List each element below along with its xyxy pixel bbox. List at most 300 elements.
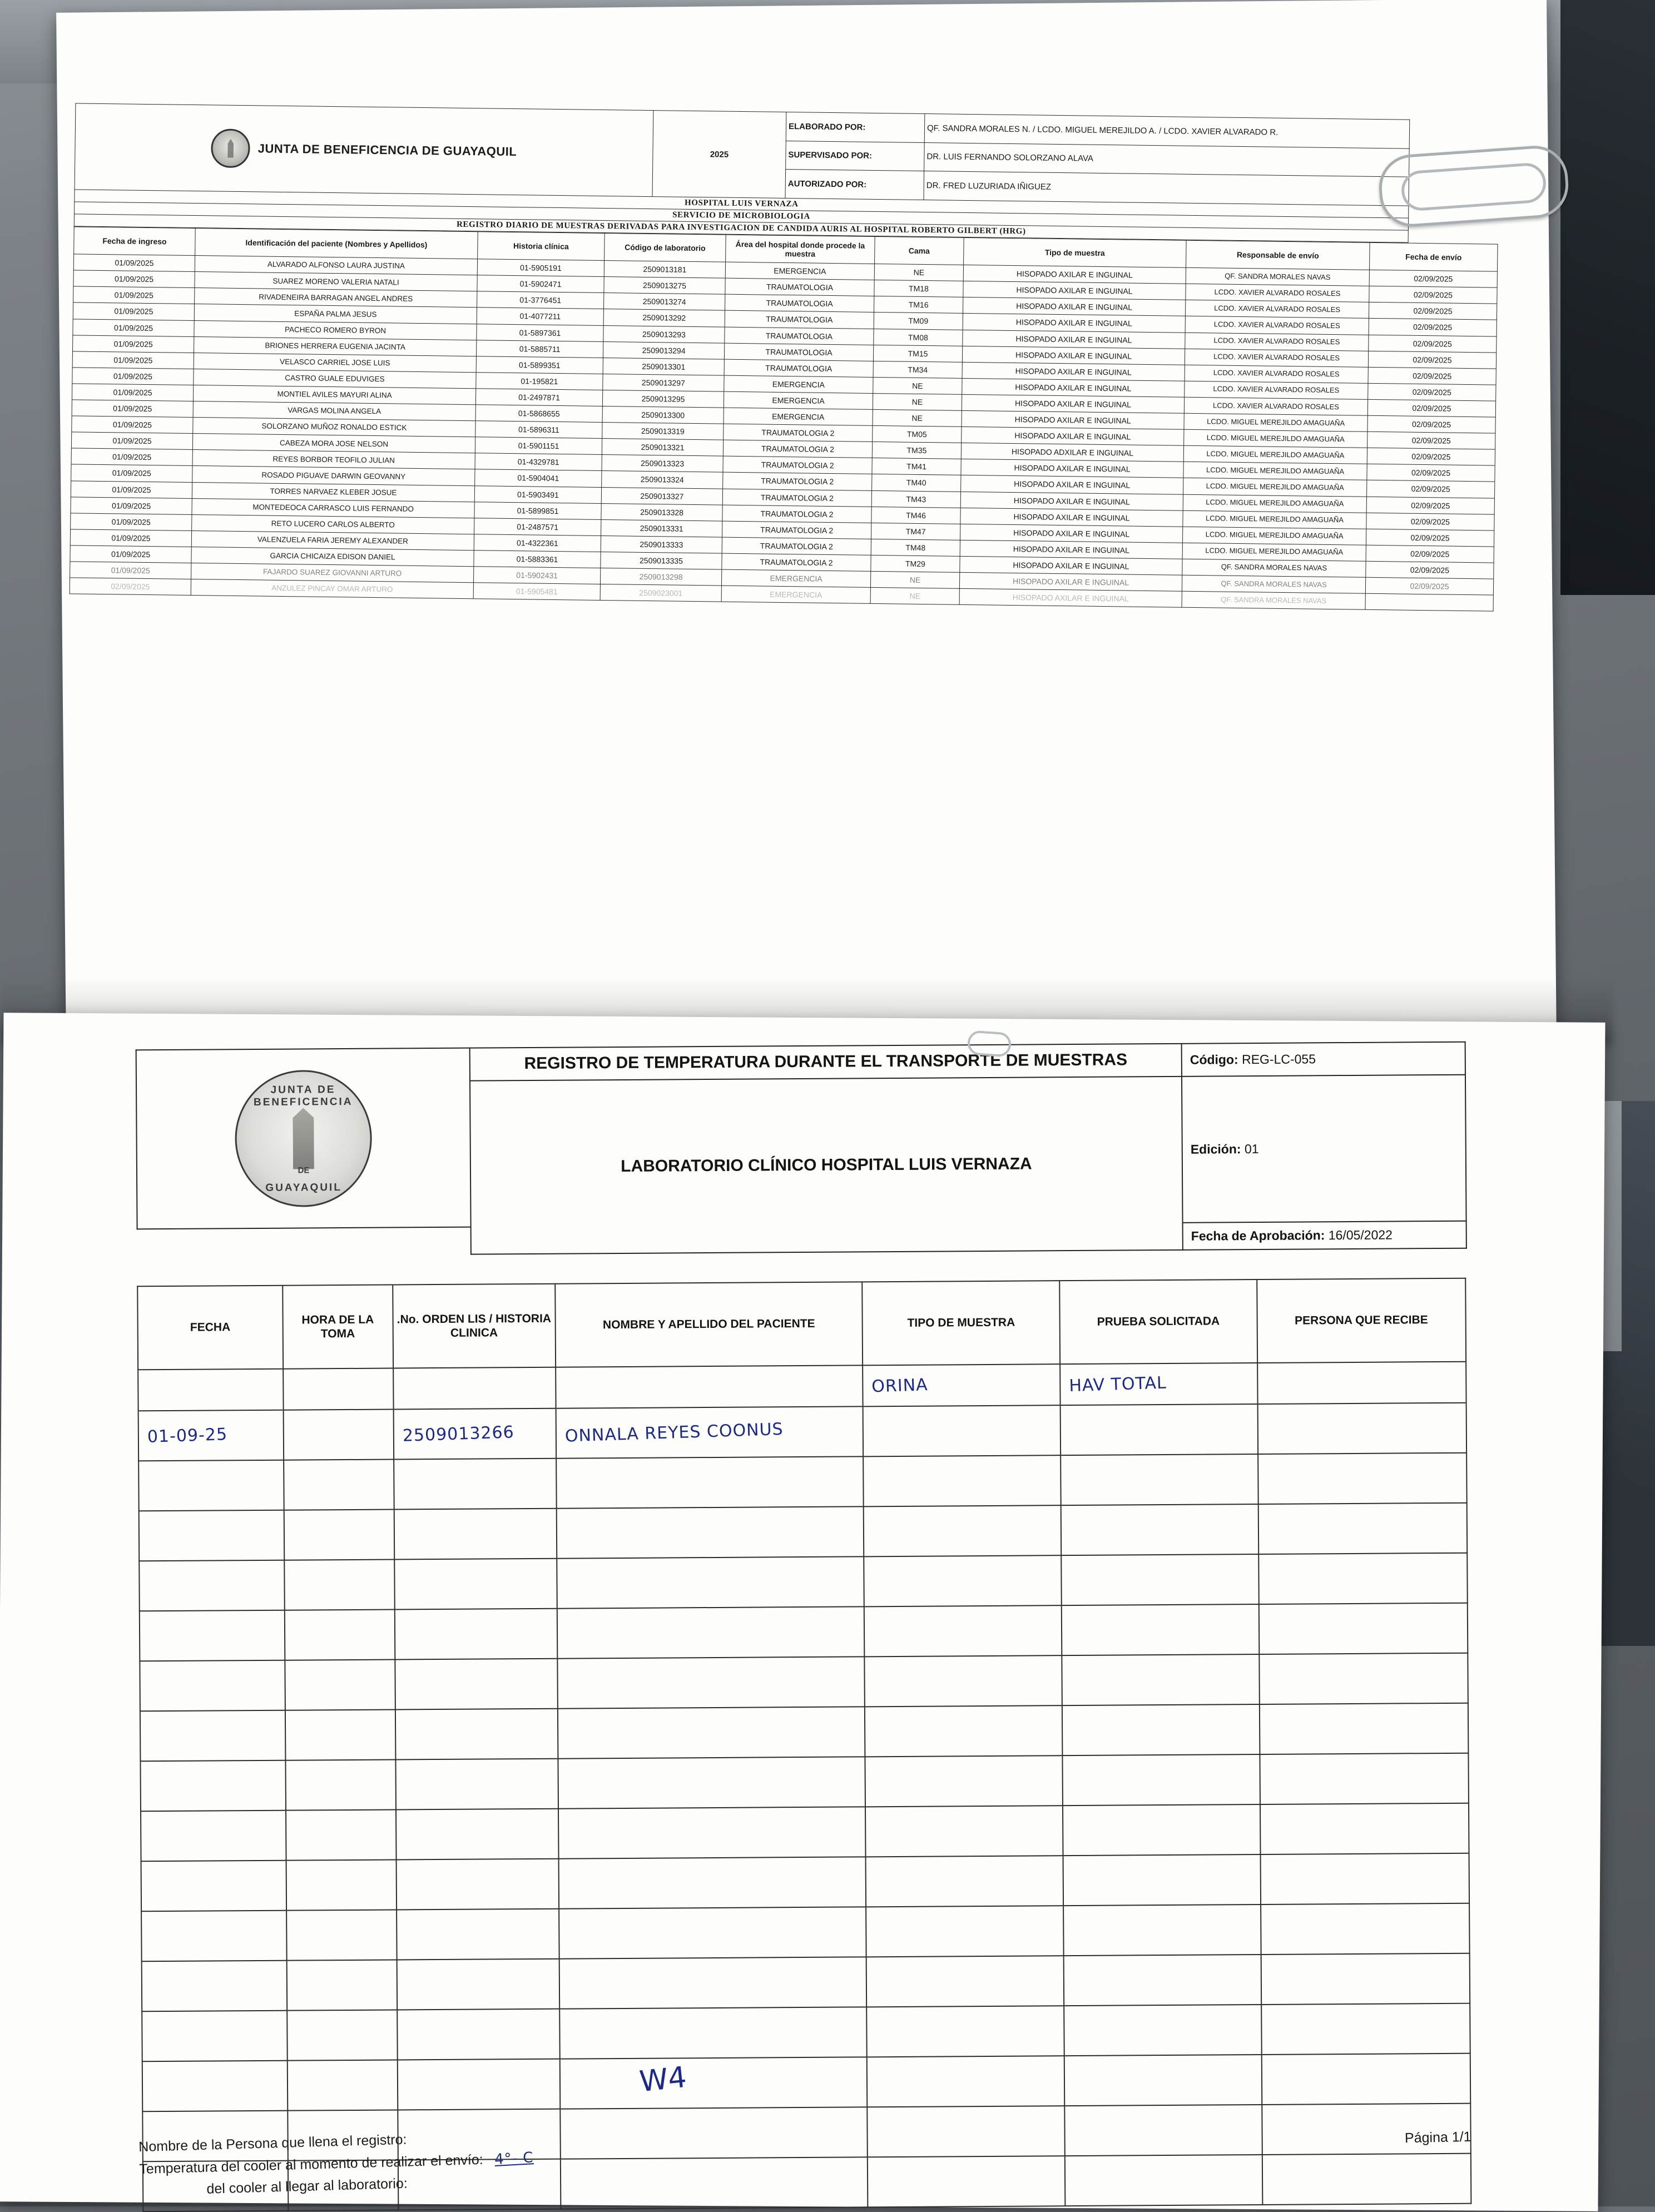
temp-col-1: HORA DE LA TOMA bbox=[283, 1285, 393, 1369]
temp-col-3: NOMBRE Y APELLIDO DEL PACIENTE bbox=[555, 1282, 863, 1367]
cell-r11-c8: 02/09/2025 bbox=[1367, 448, 1495, 466]
cell-r16-c7: LCDO. MIGUEL MEREJILDO AMAGUAÑA bbox=[1182, 527, 1366, 545]
temp-col-6: PERSONA QUE RECIBE bbox=[1257, 1278, 1466, 1363]
cell-r10-c1: SOLORZANO MUÑOZ RONALDO ESTICK bbox=[193, 418, 475, 437]
form-subtitle: LABORATORIO CLÍNICO HOSPITAL LUIS VERNAZA bbox=[470, 1076, 1183, 1254]
temperature-log-header-row bbox=[137, 1278, 1466, 1370]
temp-cell-r0-c5[interactable] bbox=[1061, 1404, 1258, 1455]
cell-r7-c6: HISOPADO AXILAR E INGUINAL bbox=[962, 378, 1185, 397]
temp-cell-r3-c6[interactable] bbox=[1258, 1553, 1468, 1604]
samples-table bbox=[70, 226, 1498, 611]
cell-r9-c1: VARGAS MOLINA ANGELA bbox=[193, 401, 475, 421]
cell-r13-c4: TRAUMATOLOGIA 2 bbox=[723, 473, 872, 490]
samples-col-2: Historia clínica bbox=[478, 232, 605, 261]
supervisado-value: DR. LUIS FERNANDO SOLORZANO ALAVA bbox=[924, 142, 1410, 177]
cell-r11-c7: LCDO. MIGUEL MEREJILDO AMAGUAÑA bbox=[1183, 445, 1367, 464]
temp-cell-r6-c4[interactable] bbox=[865, 1705, 1062, 1757]
temp-col-4: TIPO DE MUESTRA bbox=[863, 1281, 1060, 1365]
cell-r20-c2: 01-5905481 bbox=[473, 583, 600, 601]
cell-r14-c5: TM43 bbox=[871, 490, 960, 508]
cell-r9-c5: NE bbox=[873, 409, 962, 426]
cell-r13-c6: HISOPADO AXILAR E INGUINAL bbox=[961, 475, 1183, 494]
samples-table-body bbox=[70, 254, 1497, 611]
cell-r12-c2: 01-4329781 bbox=[475, 453, 602, 471]
temp-cell-r6-c1[interactable] bbox=[285, 1709, 396, 1760]
temp-cell-r12-c0[interactable] bbox=[142, 2011, 287, 2062]
cell-r18-c6: HISOPADO AXILAR E INGUINAL bbox=[960, 556, 1182, 575]
cell-r12-c0: 01/09/2025 bbox=[71, 448, 192, 466]
hw-head-cell-2[interactable] bbox=[393, 1367, 556, 1410]
cell-r4-c5: TM08 bbox=[874, 329, 963, 346]
table-row-empty[interactable] bbox=[141, 1853, 1470, 1912]
temp-cell-r6-c5[interactable] bbox=[1062, 1704, 1260, 1755]
temp-cell-r7-c6[interactable] bbox=[1260, 1753, 1469, 1804]
cell-r5-c7: LCDO. XAVIER ALVARADO ROSALES bbox=[1185, 349, 1368, 367]
temp-cell-r10-c6[interactable] bbox=[1261, 1903, 1470, 1955]
cell-r12-c7: LCDO. MIGUEL MEREJILDO AMAGUAÑA bbox=[1183, 462, 1367, 480]
cell-r9-c7: LCDO. MIGUEL MEREJILDO AMAGUAÑA bbox=[1184, 413, 1367, 432]
temp-cell-r2-c1[interactable] bbox=[284, 1509, 394, 1560]
registry-title-band: REGISTRO DIARIO DE MUESTRAS DERIVADAS PARA INVESTIGACION DE CANDIDA AURIS AL HOSPITAL ROBERTO GILBERT (HRG) bbox=[74, 214, 1408, 242]
table-row-empty[interactable] bbox=[142, 1953, 1470, 2012]
cell-r15-c7: LCDO. MIGUEL MEREJILDO AMAGUAÑA bbox=[1183, 510, 1366, 529]
cell-r10-c4: TRAUMATOLOGIA 2 bbox=[724, 424, 873, 442]
temp-cell-r5-c1[interactable] bbox=[285, 1659, 395, 1710]
form-approval-value: 16/05/2022 bbox=[1328, 1227, 1393, 1243]
temp-cell-r5-c3[interactable] bbox=[557, 1656, 865, 1708]
samples-col-8: Fecha de envío bbox=[1369, 242, 1498, 271]
samples-col-1: Identificación del paciente (Nombres y Apellidos) bbox=[195, 229, 478, 259]
cell-r6-c1: VELASCO CARRIEL JOSE LUIS bbox=[194, 353, 476, 372]
form-approval-label: Fecha de Aprobación: bbox=[1191, 1228, 1325, 1243]
cell-r19-c5: NE bbox=[870, 571, 959, 588]
cell-r8-c6: HISOPADO AXILAR E INGUINAL bbox=[962, 394, 1184, 413]
top-document-header-table bbox=[74, 103, 1410, 242]
temp-cell-r2-c5[interactable] bbox=[1061, 1504, 1258, 1555]
temp-cell-r11-c6[interactable] bbox=[1261, 1953, 1470, 2005]
temp-cell-r11-c0[interactable] bbox=[142, 1961, 287, 2012]
cell-r2-c2: 01-3776451 bbox=[477, 291, 604, 309]
temp-cell-r5-c2[interactable] bbox=[395, 1659, 558, 1710]
cell-r20-c6: HISOPADO AXILAR E INGUINAL bbox=[959, 588, 1182, 607]
temp-cell-r3-c3[interactable] bbox=[557, 1556, 864, 1608]
cell-r7-c4: EMERGENCIA bbox=[724, 375, 873, 393]
cell-r1-c5: TM18 bbox=[874, 280, 963, 297]
cell-r11-c6: HISOPADO ADXILAR E INGUINAL bbox=[961, 443, 1183, 462]
cell-r1-c6: HISOPADO AXILAR E INGUINAL bbox=[963, 281, 1186, 300]
temp-cell-r3-c1[interactable] bbox=[284, 1559, 395, 1610]
table-row-empty[interactable] bbox=[139, 1503, 1468, 1561]
cell-r19-c0: 01/09/2025 bbox=[70, 562, 191, 579]
temp-cell-r13-c1[interactable] bbox=[287, 2060, 398, 2110]
temp-cell-r8-c2[interactable] bbox=[396, 1809, 559, 1860]
table-row-empty[interactable] bbox=[140, 1703, 1469, 1762]
cell-r3-c1: ESPAÑA PALMA JESUS bbox=[194, 304, 477, 324]
cell-r2-c1: RIVADENEIRA BARRAGAN ANGEL ANDRES bbox=[195, 288, 477, 308]
cell-r14-c4: TRAUMATOLOGIA 2 bbox=[722, 489, 871, 507]
form-code bbox=[1182, 1042, 1465, 1077]
temp-cell-r11-c1[interactable] bbox=[286, 1960, 397, 2010]
cell-r14-c0: 01/09/2025 bbox=[71, 480, 192, 498]
table-row-empty[interactable] bbox=[141, 1803, 1469, 1862]
temp-cell-r5-c6[interactable] bbox=[1259, 1653, 1468, 1704]
cell-r2-c6: HISOPADO AXILAR E INGUINAL bbox=[963, 297, 1185, 316]
cell-r13-c5: TM40 bbox=[872, 474, 961, 492]
cell-r19-c8: 02/09/2025 bbox=[1365, 577, 1493, 595]
cell-r9-c6: HISOPADO AXILAR E INGUINAL bbox=[962, 410, 1184, 429]
temp-cell-r8-c6[interactable] bbox=[1260, 1803, 1469, 1854]
temp-cell-r9-c2[interactable] bbox=[396, 1859, 559, 1910]
cell-r5-c3: 2509013294 bbox=[603, 341, 724, 359]
temp-cell-r4-c3[interactable] bbox=[557, 1606, 865, 1658]
temp-cell-r13-c0[interactable] bbox=[142, 2061, 288, 2112]
table-row-empty[interactable] bbox=[140, 1603, 1468, 1662]
cell-r18-c4: TRAUMATOLOGIA 2 bbox=[722, 553, 871, 571]
cell-r6-c2: 01-5899351 bbox=[476, 356, 603, 374]
cell-r1-c3: 2509013275 bbox=[604, 277, 725, 295]
cell-r12-c1: REYES BORBOR TEOFILO JULIAN bbox=[192, 450, 475, 469]
cell-r18-c2: 01-5883361 bbox=[474, 550, 601, 568]
cell-r14-c8: 02/09/2025 bbox=[1366, 497, 1494, 514]
temp-cell-r12-c4[interactable] bbox=[867, 2006, 1064, 2057]
cell-r5-c5: TM15 bbox=[873, 345, 962, 362]
temp-cell-r7-c5[interactable] bbox=[1062, 1754, 1260, 1806]
cell-r16-c6: HISOPADO AXILAR E INGUINAL bbox=[960, 524, 1183, 543]
temp-cell-r9-c1[interactable] bbox=[286, 1859, 397, 1910]
temp-col-5: PRUEBA SOLICITADA bbox=[1059, 1279, 1257, 1364]
temp-cell-r13-c2[interactable] bbox=[398, 2059, 561, 2110]
cell-r4-c3: 2509013293 bbox=[603, 325, 725, 343]
cell-r10-c5: TM05 bbox=[873, 426, 962, 443]
temp-cell-r2-c3[interactable] bbox=[556, 1506, 864, 1558]
temp-cell-r12-c6[interactable] bbox=[1261, 2003, 1470, 2055]
temp-cell-r6-c6[interactable] bbox=[1259, 1703, 1468, 1754]
cell-r2-c4: TRAUMATOLOGIA bbox=[725, 295, 874, 313]
temp-cell-r11-c3[interactable] bbox=[559, 1957, 866, 2008]
temp-cell-r11-c5[interactable] bbox=[1064, 1955, 1261, 2006]
temp-cell-r9-c5[interactable] bbox=[1063, 1854, 1261, 1906]
elaborado-value: QF. SANDRA MORALES N. / LCDO. MIGUEL MEREJILDO A. / LCDO. XAVIER ALVARADO R. bbox=[924, 114, 1410, 148]
top-document bbox=[70, 103, 1462, 610]
cell-r6-c8: 02/09/2025 bbox=[1368, 367, 1496, 385]
temp-cell-r2-c6[interactable] bbox=[1258, 1503, 1467, 1554]
cell-r11-c1: CABEZA MORA JOSE NELSON bbox=[192, 434, 475, 453]
cell-r13-c8: 02/09/2025 bbox=[1367, 480, 1495, 498]
temp-cell-r2-c4[interactable] bbox=[864, 1505, 1061, 1556]
cell-r7-c7: LCDO. XAVIER ALVARADO ROSALES bbox=[1185, 381, 1368, 399]
cell-r5-c6: HISOPADO AXILAR E INGUINAL bbox=[962, 346, 1185, 365]
temp-cell-r6-c2[interactable] bbox=[395, 1709, 558, 1760]
cell-r19-c7: QF. SANDRA MORALES NAVAS bbox=[1182, 575, 1365, 593]
cell-r13-c7: LCDO. MIGUEL MEREJILDO AMAGUAÑA bbox=[1183, 478, 1367, 497]
temp-cell-r5-c5[interactable] bbox=[1062, 1654, 1259, 1705]
table-row-empty[interactable] bbox=[141, 1903, 1470, 1962]
temp-cell-r10-c4[interactable] bbox=[866, 1906, 1064, 1957]
temp-cell-r2-c2[interactable] bbox=[394, 1509, 557, 1560]
temp-cell-r0-c3[interactable]: ONNALA REYES COONUS bbox=[556, 1406, 863, 1458]
footer-temp-label: Temperatura del cooler al momento de realizar el envío: bbox=[139, 2151, 483, 2177]
temp-cell-r1-c4[interactable] bbox=[864, 1455, 1061, 1506]
temp-cell-r9-c4[interactable] bbox=[866, 1856, 1063, 1907]
hw-head-cell-6[interactable] bbox=[1257, 1362, 1466, 1404]
cell-r17-c1: VALENZUELA FARIA JEREMY ALEXANDER bbox=[191, 530, 474, 550]
temp-cell-r9-c0[interactable] bbox=[141, 1861, 286, 1912]
footer-temp-value: 4°- C bbox=[494, 2149, 534, 2168]
temp-cell-r7-c1[interactable] bbox=[285, 1759, 396, 1810]
cell-r8-c4: EMERGENCIA bbox=[724, 391, 873, 409]
cell-r11-c2: 01-5901151 bbox=[475, 437, 602, 455]
cell-r3-c8: 02/09/2025 bbox=[1369, 319, 1497, 336]
temp-cell-r5-c0[interactable] bbox=[140, 1660, 285, 1712]
cell-r10-c2: 01-5896311 bbox=[475, 421, 602, 439]
temp-cell-r4-c1[interactable] bbox=[284, 1609, 395, 1660]
cell-r3-c2: 01-4077211 bbox=[477, 308, 603, 325]
temp-cell-r7-c2[interactable] bbox=[395, 1759, 558, 1810]
seal-bottom-text: GUAYAQUIL bbox=[265, 1182, 342, 1194]
temp-cell-r10-c0[interactable] bbox=[141, 1911, 286, 1962]
cell-r9-c2: 01-5868655 bbox=[475, 405, 602, 423]
temp-cell-r1-c6[interactable] bbox=[1258, 1453, 1467, 1504]
cell-r10-c3: 2509013319 bbox=[602, 423, 724, 440]
temp-cell-r13-c4[interactable] bbox=[867, 2056, 1064, 2107]
cell-r18-c0: 01/09/2025 bbox=[70, 545, 191, 563]
samples-col-7: Responsable de envío bbox=[1186, 240, 1370, 270]
cell-r17-c6: HISOPADO AXILAR E INGUINAL bbox=[960, 540, 1182, 559]
cell-r10-c0: 01/09/2025 bbox=[72, 416, 193, 434]
cell-r13-c2: 01-5904041 bbox=[475, 469, 602, 487]
cell-r19-c1: FAJARDO SUAREZ GIOVANNI ARTURO bbox=[191, 563, 474, 582]
temp-cell-r9-c3[interactable] bbox=[558, 1857, 866, 1908]
cell-r4-c1: PACHECO ROMERO BYRON bbox=[194, 320, 477, 340]
temp-cell-r6-c3[interactable] bbox=[558, 1707, 865, 1758]
table-row-empty[interactable] bbox=[138, 1453, 1467, 1511]
hw-head-cell-1[interactable] bbox=[283, 1368, 394, 1410]
table-row-empty[interactable] bbox=[142, 2003, 1470, 2062]
cell-r17-c4: TRAUMATOLOGIA 2 bbox=[722, 537, 871, 555]
cell-r1-c8: 02/09/2025 bbox=[1369, 286, 1497, 304]
organization-name: JUNTA DE BENEFICENCIA DE GUAYAQUIL bbox=[257, 141, 517, 159]
temperature-form-header bbox=[136, 1041, 1467, 1257]
cell-r7-c1: CASTRO GUALE EDUVIGES bbox=[194, 369, 476, 388]
temp-cell-r5-c4[interactable] bbox=[865, 1655, 1062, 1707]
cell-r2-c3: 2509013274 bbox=[604, 293, 725, 311]
temp-cell-r12-c5[interactable] bbox=[1064, 2005, 1261, 2056]
organization-cell bbox=[75, 103, 653, 197]
cell-r11-c0: 01/09/2025 bbox=[71, 432, 192, 450]
temp-cell-r1-c2[interactable] bbox=[394, 1459, 557, 1510]
temperature-log-body bbox=[138, 1362, 1471, 2212]
temp-cell-r0-c4[interactable] bbox=[863, 1405, 1061, 1456]
temp-cell-r0-c0[interactable]: 01-09-25 bbox=[138, 1410, 284, 1461]
seal-top-text: JUNTA DE BENEFICENCIA bbox=[253, 1084, 353, 1109]
cell-r0-c3: 2509013181 bbox=[604, 261, 725, 279]
temp-cell-r4-c6[interactable] bbox=[1258, 1603, 1468, 1654]
cell-r6-c7: LCDO. XAVIER ALVARADO ROSALES bbox=[1185, 365, 1368, 383]
cell-r19-c2: 01-5902431 bbox=[474, 567, 601, 584]
cell-r19-c4: EMERGENCIA bbox=[721, 569, 870, 587]
cell-r19-c6: HISOPADO AXILAR E INGUINAL bbox=[959, 572, 1182, 591]
temp-cell-r10-c2[interactable] bbox=[397, 1909, 559, 1960]
table-row-filled[interactable] bbox=[138, 1403, 1467, 1461]
hw-head-cell-3[interactable] bbox=[556, 1365, 863, 1408]
cell-r2-c0: 01/09/2025 bbox=[73, 286, 195, 304]
temp-cell-r1-c1[interactable] bbox=[284, 1459, 394, 1510]
cell-r8-c3: 2509013295 bbox=[602, 390, 724, 408]
cell-r3-c6: HISOPADO AXILAR E INGUINAL bbox=[963, 314, 1185, 333]
temp-cell-r1-c3[interactable] bbox=[556, 1456, 864, 1508]
temp-cell-r11-c2[interactable] bbox=[397, 1959, 559, 2010]
cell-r4-c7: LCDO. XAVIER ALVARADO ROSALES bbox=[1185, 333, 1369, 351]
paper-clip-bottom-icon bbox=[967, 1030, 1012, 1057]
cell-r4-c0: 01/09/2025 bbox=[73, 319, 194, 336]
cell-r17-c3: 2509013333 bbox=[601, 535, 722, 553]
cell-r5-c4: TRAUMATOLOGIA bbox=[724, 343, 873, 361]
cell-r18-c7: QF. SANDRA MORALES NAVAS bbox=[1182, 559, 1366, 577]
cell-r12-c8: 02/09/2025 bbox=[1367, 464, 1495, 482]
temp-cell-r6-c0[interactable] bbox=[140, 1710, 285, 1762]
elaborado-label: ELABORADO POR: bbox=[786, 112, 925, 142]
form-edition-label: Edición: bbox=[1190, 1141, 1241, 1157]
cell-r5-c2: 01-5885711 bbox=[476, 340, 603, 358]
footer-temp-label2: del cooler al llegar al laboratorio: bbox=[206, 2175, 408, 2197]
cell-r15-c0: 01/09/2025 bbox=[71, 497, 192, 514]
cell-r16-c0: 01/09/2025 bbox=[71, 513, 192, 531]
form-title: REGISTRO DE TEMPERATURA DURANTE EL TRANSPORTE DE MUESTRAS bbox=[470, 1044, 1182, 1080]
temp-cell-r7-c4[interactable] bbox=[865, 1755, 1063, 1807]
cell-r17-c5: TM48 bbox=[871, 539, 960, 556]
cell-r12-c3: 2509013323 bbox=[602, 455, 723, 473]
temp-cell-r13-c5[interactable] bbox=[1064, 2055, 1262, 2106]
cell-r7-c2: 01-195821 bbox=[476, 373, 603, 390]
cell-r15-c4: TRAUMATOLOGIA 2 bbox=[722, 505, 871, 523]
cell-r8-c5: NE bbox=[873, 393, 962, 410]
temp-cell-r8-c0[interactable] bbox=[141, 1811, 286, 1862]
cell-r15-c6: HISOPADO AXILAR E INGUINAL bbox=[960, 508, 1183, 527]
cell-r7-c0: 01/09/2025 bbox=[72, 368, 194, 385]
dark-corner-region bbox=[1560, 0, 1655, 595]
temp-cell-r4-c2[interactable] bbox=[395, 1609, 558, 1660]
hw-head-cell-0[interactable] bbox=[138, 1369, 283, 1411]
cell-r12-c5: TM41 bbox=[872, 458, 961, 475]
temp-cell-r4-c5[interactable] bbox=[1062, 1604, 1259, 1655]
table-row-empty[interactable] bbox=[142, 2054, 1471, 2112]
page-number: Página 1/1 bbox=[1405, 2129, 1472, 2146]
cell-r16-c3: 2509013331 bbox=[601, 519, 722, 537]
temp-cell-r0-c6[interactable] bbox=[1257, 1403, 1466, 1454]
samples-col-4: Área del hospital donde procede la muestra bbox=[726, 235, 875, 264]
temp-cell-r3-c4[interactable] bbox=[864, 1555, 1062, 1606]
temp-cell-r1-c0[interactable] bbox=[138, 1460, 284, 1511]
cell-r0-c8: 02/09/2025 bbox=[1369, 270, 1497, 288]
cell-r11-c3: 2509013321 bbox=[602, 439, 723, 457]
temp-cell-r13-c6[interactable] bbox=[1261, 2054, 1470, 2105]
cell-r20-c4: EMERGENCIA bbox=[721, 586, 870, 603]
cell-r16-c8: 02/09/2025 bbox=[1366, 529, 1494, 547]
cell-r14-c3: 2509013327 bbox=[601, 487, 722, 505]
temp-cell-r1-c5[interactable] bbox=[1061, 1454, 1258, 1505]
table-row-empty[interactable] bbox=[139, 1553, 1468, 1611]
form-edition bbox=[1182, 1074, 1466, 1223]
temp-cell-r13-c3[interactable] bbox=[560, 2057, 868, 2109]
cell-r17-c7: LCDO. MIGUEL MEREJILDO AMAGUAÑA bbox=[1182, 543, 1366, 561]
temp-cell-r9-c6[interactable] bbox=[1260, 1853, 1469, 1904]
form-approval-date bbox=[1183, 1221, 1466, 1250]
hw-head-cell-5[interactable]: HAV TOTAL bbox=[1060, 1363, 1257, 1405]
temp-cell-r12-c1[interactable] bbox=[287, 2010, 398, 2060]
table-row-empty[interactable] bbox=[140, 1653, 1468, 1712]
cell-r7-c5: NE bbox=[873, 377, 962, 394]
supervisado-label: SUPERVISADO POR: bbox=[786, 141, 925, 171]
temp-cell-r3-c5[interactable] bbox=[1061, 1554, 1258, 1605]
temp-cell-r10-c5[interactable] bbox=[1063, 1904, 1261, 1956]
temp-cell-r4-c0[interactable] bbox=[140, 1610, 285, 1662]
form-code-label: Código: bbox=[1190, 1052, 1238, 1067]
temp-cell-r3-c2[interactable] bbox=[394, 1559, 557, 1610]
temp-cell-r10-c3[interactable] bbox=[559, 1907, 866, 1958]
cell-r1-c0: 01/09/2025 bbox=[73, 270, 195, 288]
cell-r12-c4: TRAUMATOLOGIA 2 bbox=[723, 456, 872, 474]
cell-r6-c3: 2509013301 bbox=[603, 358, 724, 375]
cell-r3-c7: LCDO. XAVIER ALVARADO ROSALES bbox=[1185, 316, 1369, 335]
temp-cell-r3-c0[interactable] bbox=[139, 1560, 284, 1611]
cell-r10-c6: HISOPADO AXILAR E INGUINAL bbox=[962, 427, 1184, 446]
temp-cell-r7-c3[interactable] bbox=[558, 1757, 865, 1808]
cell-r15-c5: TM46 bbox=[871, 507, 960, 524]
cell-r6-c4: TRAUMATOLOGIA bbox=[724, 359, 873, 377]
cell-r14-c7: LCDO. MIGUEL MEREJILDO AMAGUAÑA bbox=[1183, 494, 1366, 513]
hw-head-cell-4[interactable]: ORINA bbox=[863, 1364, 1061, 1406]
temp-cell-r10-c1[interactable] bbox=[286, 1910, 397, 1960]
table-row-empty[interactable] bbox=[140, 1753, 1469, 1812]
temp-cell-r12-c3[interactable] bbox=[559, 2007, 867, 2059]
form-edition-value: 01 bbox=[1244, 1141, 1259, 1156]
cell-r3-c5: TM09 bbox=[874, 313, 963, 330]
cell-r20-c7: QF. SANDRA MORALES NAVAS bbox=[1182, 591, 1365, 609]
cell-r8-c2: 01-2497871 bbox=[475, 389, 602, 406]
handwritten-scribble: W4 bbox=[638, 2060, 688, 2099]
cell-r14-c1: TORRES NARVAEZ KLEBER JOSUE bbox=[192, 482, 474, 502]
cell-r14-c2: 01-5903491 bbox=[474, 485, 601, 503]
cell-r3-c3: 2509013292 bbox=[603, 309, 725, 327]
temp-cell-r0-c1[interactable] bbox=[283, 1409, 394, 1460]
cell-r17-c0: 01/09/2025 bbox=[70, 529, 191, 547]
jbg-big-seal-icon bbox=[136, 1048, 471, 1229]
cell-r3-c4: TRAUMATOLOGIA bbox=[725, 311, 874, 329]
cell-r18-c3: 2509013335 bbox=[601, 552, 722, 569]
temp-cell-r8-c4[interactable] bbox=[865, 1806, 1063, 1857]
cell-r18-c8: 02/09/2025 bbox=[1366, 561, 1494, 579]
cell-r1-c1: SUAREZ MORENO VALERIA NATALI bbox=[195, 272, 477, 291]
cell-r2-c8: 02/09/2025 bbox=[1369, 302, 1497, 320]
temp-cell-r8-c5[interactable] bbox=[1063, 1804, 1260, 1856]
seal-figure-icon bbox=[279, 1108, 328, 1169]
temp-cell-r11-c4[interactable] bbox=[866, 1956, 1064, 2007]
temp-cell-r12-c2[interactable] bbox=[397, 2009, 560, 2060]
cell-r0-c4: EMERGENCIA bbox=[725, 262, 874, 280]
cell-r6-c6: HISOPADO AXILAR E INGUINAL bbox=[962, 362, 1185, 381]
temp-cell-r2-c0[interactable] bbox=[139, 1510, 284, 1561]
cell-r6-c5: TM34 bbox=[873, 361, 962, 378]
temp-cell-r8-c3[interactable] bbox=[558, 1807, 866, 1858]
cell-r13-c3: 2509013324 bbox=[602, 471, 723, 489]
temp-cell-r8-c1[interactable] bbox=[286, 1809, 397, 1860]
temp-cell-r0-c2[interactable]: 2509013266 bbox=[393, 1408, 556, 1460]
cell-r17-c8: 02/09/2025 bbox=[1366, 545, 1494, 563]
temp-cell-r4-c4[interactable] bbox=[864, 1605, 1062, 1656]
temp-cell-r7-c0[interactable] bbox=[140, 1760, 285, 1812]
cell-r10-c8: 02/09/2025 bbox=[1367, 432, 1495, 449]
footer-person-label: Nombre de la Persona que llena el registro: bbox=[138, 2131, 407, 2155]
